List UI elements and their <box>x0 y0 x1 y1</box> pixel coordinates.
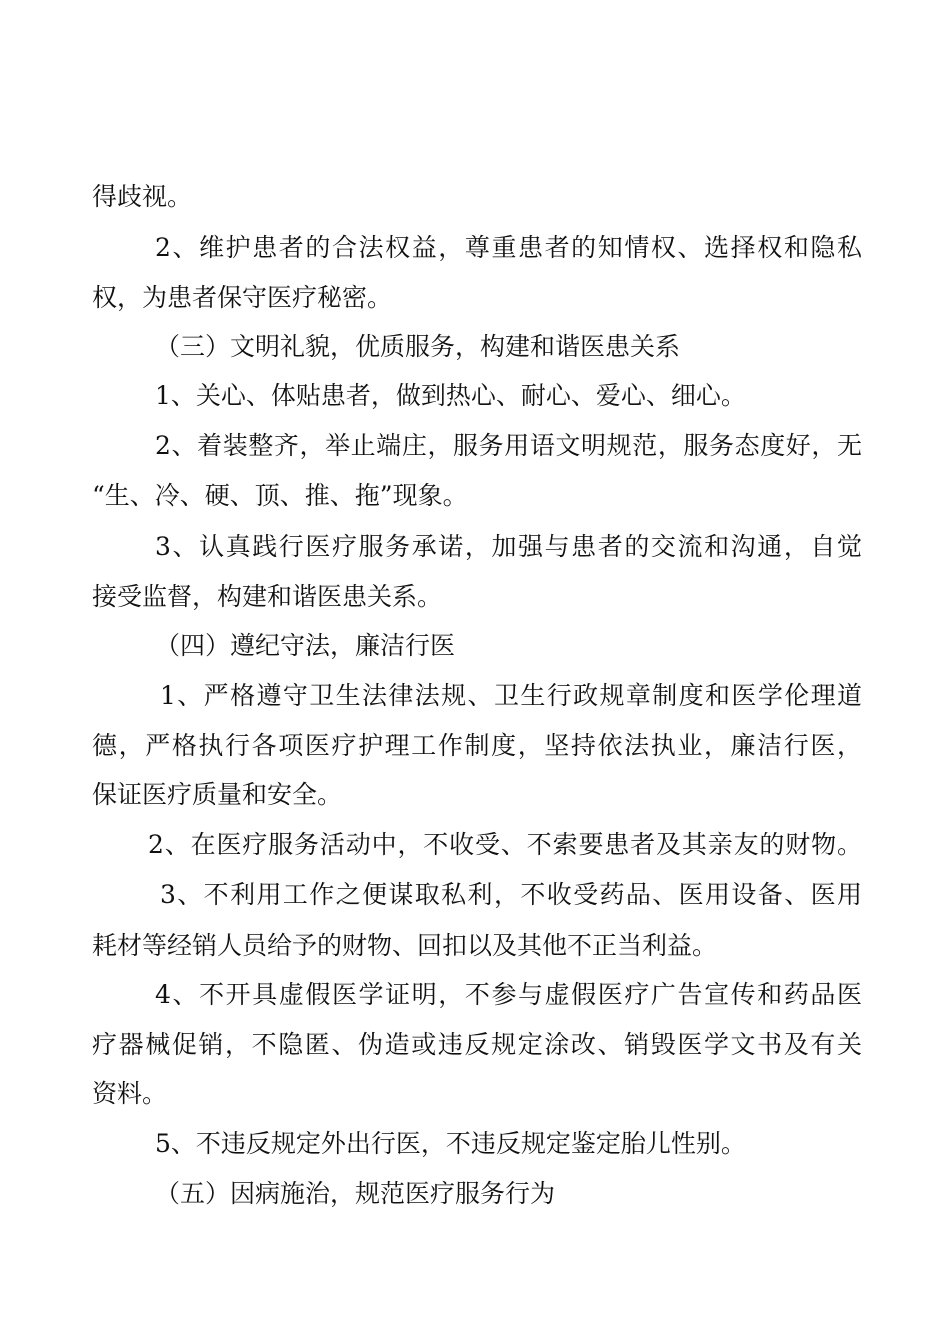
text-line: 接受监督，构建和谐医患关系。 <box>92 582 443 611</box>
text-line: 3、不利用工作之便谋取私利，不收受药品、医用设备、医用 <box>160 880 862 909</box>
text-line: 1、严格遵守卫生法律法规、卫生行政规章制度和医学伦理道 <box>160 681 862 710</box>
section-heading: （三）文明礼貌，优质服务，构建和谐医患关系 <box>155 332 681 361</box>
section-heading: （五）因病施治，规范医疗服务行为 <box>155 1179 556 1208</box>
text-line: 2、着装整齐，举止端庄，服务用语文明规范，服务态度好，无 <box>155 431 862 460</box>
text-line: 保证医疗质量和安全。 <box>92 780 343 809</box>
text-line: 2、维护患者的合法权益，尊重患者的知情权、选择权和隐私 <box>155 233 862 262</box>
text-line: “生、冷、硬、顶、推、拖”现象。 <box>92 481 468 510</box>
text-line: 耗材等经销人员给予的财物、回扣以及其他不正当利益。 <box>92 931 718 960</box>
text-line: 资料。 <box>92 1079 168 1108</box>
text-line: 3、认真践行医疗服务承诺，加强与患者的交流和沟通，自觉 <box>155 532 862 561</box>
text-line: 2、在医疗服务活动中，不收受、不索要患者及其亲友的财物。 <box>148 830 862 859</box>
text-line: 4、不开具虚假医学证明，不参与虚假医疗广告宣传和药品医 <box>155 980 862 1009</box>
text-line: 得歧视。 <box>92 182 193 211</box>
text-line: 5、不违反规定外出行医，不违反规定鉴定胎儿性别。 <box>155 1129 746 1158</box>
section-heading: （四）遵纪守法，廉洁行医 <box>155 631 456 660</box>
text-line: 1、关心、体贴患者，做到热心、耐心、爱心、细心。 <box>155 381 746 410</box>
text-line: 权，为患者保守医疗秘密。 <box>92 283 393 312</box>
text-line: 德，严格执行各项医疗护理工作制度，坚持依法执业，廉洁行医， <box>92 731 862 760</box>
text-line: 疗器械促销，不隐匿、伪造或违反规定涂改、销毁医学文书及有关 <box>92 1030 862 1059</box>
